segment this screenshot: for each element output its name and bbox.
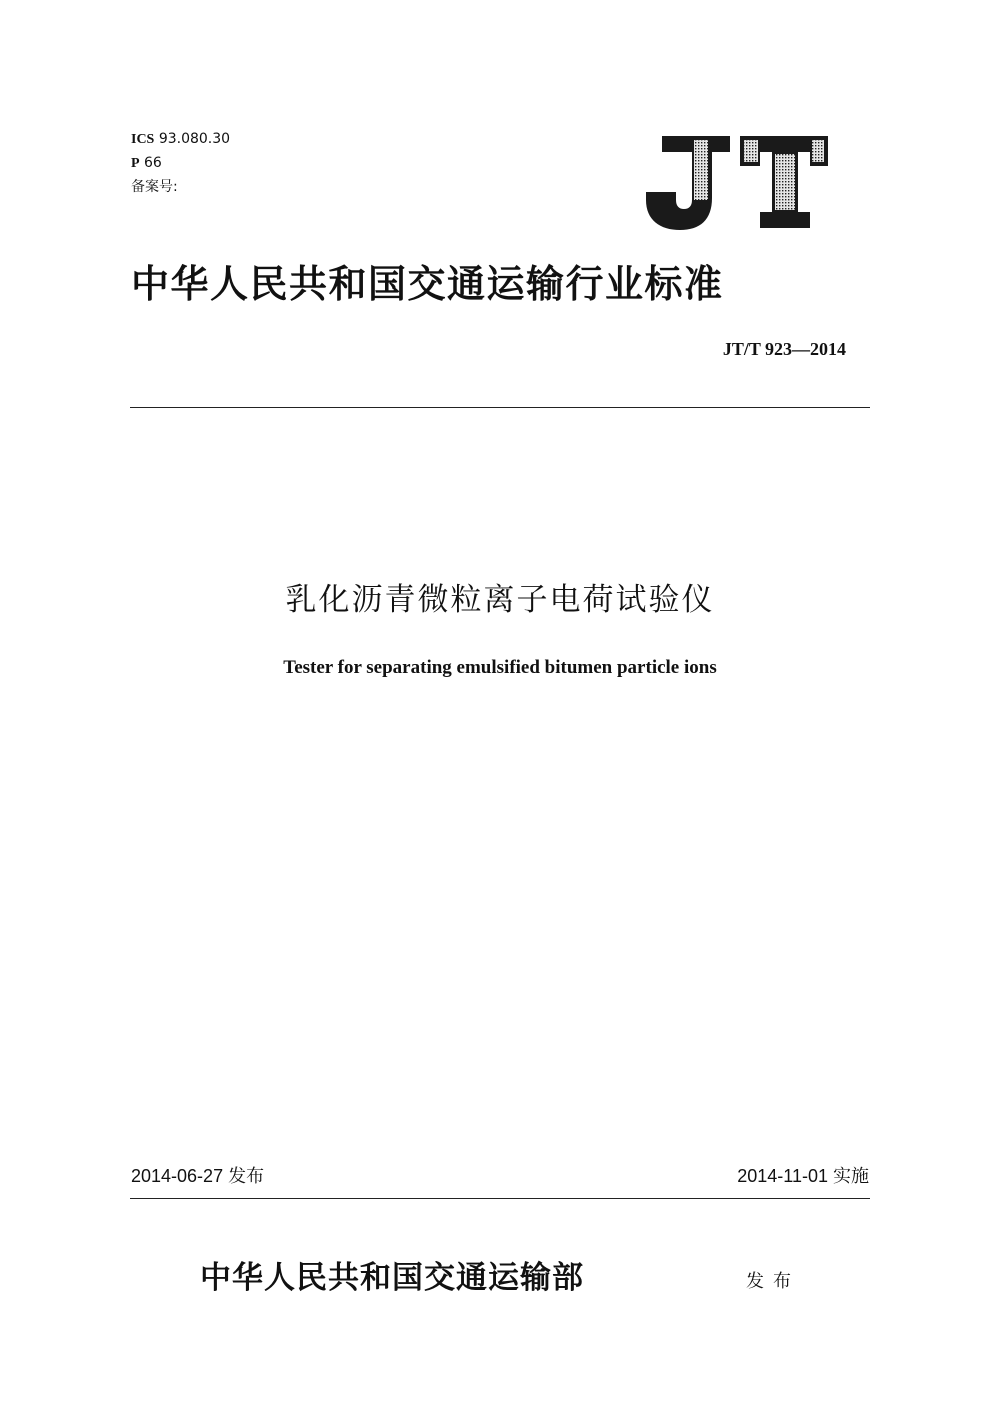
ccs-line [131,154,162,173]
publish-action: 发布 [746,1271,800,1292]
ics-line [131,130,230,149]
record-number: 备案号: [131,179,178,195]
header-divider [130,407,870,408]
implementation-date: 2014-11-01 实施 [737,1166,869,1186]
ccs-value: 66 [144,155,162,171]
document-title-en: Tester for separating emulsified bitumen particle ions [283,657,717,678]
publisher-name: 中华人民共和国交通运输部 [200,1260,584,1296]
ccs-label: P [131,156,140,171]
ics-value: 93.080.30 [158,131,231,147]
ics-label: ICS [131,132,155,147]
standard-code: JT/T 923—2014 [722,339,846,359]
jt-logo [644,130,830,232]
issue-date: 2014-06-27 发布 [131,1166,265,1186]
footer-divider [130,1198,870,1199]
industry-standard-title: 中华人民共和国交通运输行业标准 [131,261,724,306]
document-title-cn: 乳化沥青微粒离子电荷试验仪 [285,582,715,618]
